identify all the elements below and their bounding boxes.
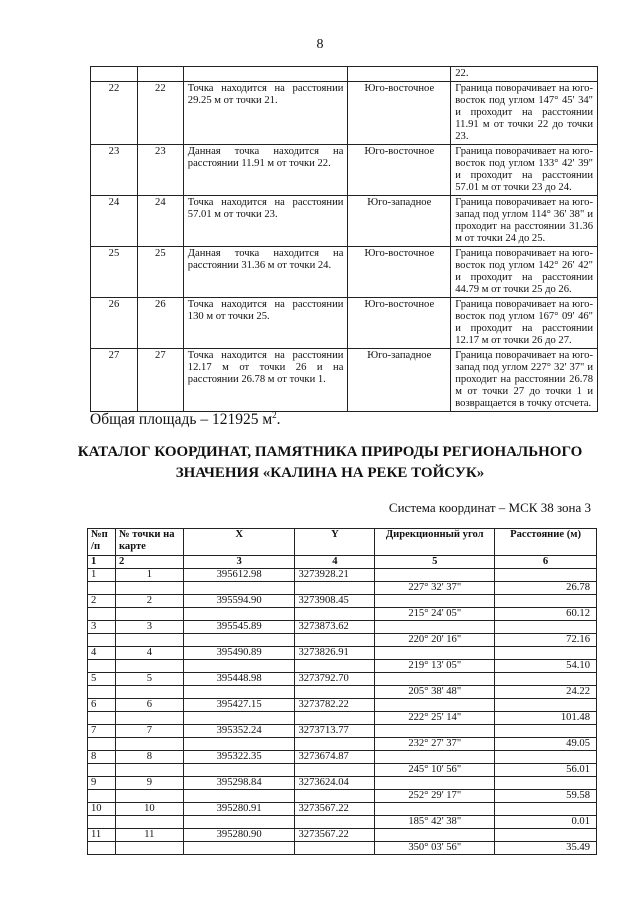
map-point: 24 xyxy=(137,196,183,247)
coord-y: 3273567.22 xyxy=(295,803,375,816)
direction: Юго-западное xyxy=(348,349,451,412)
map-point: 8 xyxy=(115,751,183,764)
point-row xyxy=(88,621,597,634)
empty-cell xyxy=(495,751,597,764)
column-number: 1 xyxy=(88,556,116,569)
point-index: 7 xyxy=(88,725,116,738)
point-description: Точка находится на расстоянии 29.25 м от точки 21. xyxy=(183,82,348,145)
coord-y: 3273624.04 xyxy=(295,777,375,790)
table-row xyxy=(91,298,598,349)
empty-cell xyxy=(115,712,183,725)
table-row xyxy=(91,349,598,412)
point-description: Точка находится на расстоянии 130 м от точки 25. xyxy=(183,298,348,349)
point-index: 8 xyxy=(88,751,116,764)
point-row xyxy=(88,699,597,712)
empty-cell xyxy=(375,829,495,842)
column-number: 6 xyxy=(495,556,597,569)
coord-x: 395594.90 xyxy=(183,595,295,608)
map-point: 6 xyxy=(115,699,183,712)
segment-row xyxy=(88,842,597,855)
empty-cell xyxy=(115,660,183,673)
map-point: 27 xyxy=(137,349,183,412)
empty-cell xyxy=(183,582,295,595)
segment-row xyxy=(88,712,597,725)
point-row xyxy=(88,569,597,582)
boundary-description: Граница поворачивает на юго-восток под углом 167° 09' 46" и проходит на расстоянии 12.17 м от точки 26 до 27. xyxy=(451,298,598,349)
coord-y: 3273928.21 xyxy=(295,569,375,582)
empty-cell xyxy=(375,751,495,764)
empty-cell xyxy=(183,764,295,777)
coord-x: 395298.84 xyxy=(183,777,295,790)
empty-cell xyxy=(183,634,295,647)
direction-angle: 245° 10' 56" xyxy=(375,764,495,777)
empty-cell xyxy=(375,803,495,816)
empty-cell xyxy=(375,595,495,608)
empty-cell xyxy=(88,816,116,829)
row-number: 25 xyxy=(91,247,138,298)
empty-cell xyxy=(495,829,597,842)
direction: Юго-восточное xyxy=(348,145,451,196)
direction-angle: 252° 29' 17" xyxy=(375,790,495,803)
point-description: Точка находится на расстоянии 12.17 м от точки 26 и на расстоянии 26.78 м от точки 1. xyxy=(183,349,348,412)
coord-x: 395352.24 xyxy=(183,725,295,738)
empty-cell xyxy=(88,582,116,595)
empty-cell xyxy=(495,569,597,582)
direction-angle: 232° 27' 37" xyxy=(375,738,495,751)
coord-x: 395280.91 xyxy=(183,803,295,816)
empty-cell xyxy=(495,777,597,790)
column-number: 5 xyxy=(375,556,495,569)
coord-y: 3273873.62 xyxy=(295,621,375,634)
empty-cell xyxy=(183,842,295,855)
coord-x: 395490.89 xyxy=(183,647,295,660)
empty-cell xyxy=(495,647,597,660)
row-number: 26 xyxy=(91,298,138,349)
empty-cell xyxy=(495,803,597,816)
header-x: X xyxy=(183,529,295,556)
empty-cell xyxy=(88,712,116,725)
coordinates-catalog-table xyxy=(87,528,597,855)
empty-cell xyxy=(88,842,116,855)
empty-cell xyxy=(295,764,375,777)
map-point: 3 xyxy=(115,621,183,634)
map-point: 5 xyxy=(115,673,183,686)
row-number: 24 xyxy=(91,196,138,247)
empty-cell xyxy=(183,608,295,621)
distance: 59.58 xyxy=(495,790,597,803)
empty-cell xyxy=(375,569,495,582)
coord-y: 3273792.70 xyxy=(295,673,375,686)
point-row xyxy=(88,647,597,660)
direction: Юго-восточное xyxy=(348,247,451,298)
boundary-description: Граница поворачивает на юго-восток под углом 133° 42' 39" и проходит на расстоянии 57.01 м от точки 23 до 24. xyxy=(451,145,598,196)
boundary-description: 22. xyxy=(451,67,598,82)
point-index: 1 xyxy=(88,569,116,582)
empty-cell xyxy=(375,621,495,634)
point-row xyxy=(88,777,597,790)
direction: Юго-западное xyxy=(348,196,451,247)
segment-row xyxy=(88,634,597,647)
direction-angle: 215° 24' 05" xyxy=(375,608,495,621)
empty-cell xyxy=(88,608,116,621)
direction-angle: 222° 25' 14" xyxy=(375,712,495,725)
point-index: 6 xyxy=(88,699,116,712)
distance: 24.22 xyxy=(495,686,597,699)
boundary-description: Граница поворачивает на юго-запад под углом 227° 32' 37" и проходит на расстоянии 26.78 м от точки 27 до точки 1 и возвращается в точку отсчета. xyxy=(451,349,598,412)
table-row xyxy=(91,196,598,247)
distance: 54.10 xyxy=(495,660,597,673)
direction-angle: 227° 32' 37" xyxy=(375,582,495,595)
map-point: 25 xyxy=(137,247,183,298)
distance: 60.12 xyxy=(495,608,597,621)
column-number: 4 xyxy=(295,556,375,569)
point-index: 2 xyxy=(88,595,116,608)
point-description xyxy=(183,67,348,82)
empty-cell xyxy=(375,673,495,686)
map-point: 22 xyxy=(137,82,183,145)
empty-cell xyxy=(115,790,183,803)
row-number: 23 xyxy=(91,145,138,196)
coord-x: 395427.15 xyxy=(183,699,295,712)
table-row xyxy=(91,145,598,196)
segment-row xyxy=(88,738,597,751)
header-index: №п /п xyxy=(88,529,116,556)
segment-row xyxy=(88,582,597,595)
direction xyxy=(348,67,451,82)
distance: 49.05 xyxy=(495,738,597,751)
empty-cell xyxy=(295,738,375,751)
segment-row xyxy=(88,686,597,699)
empty-cell xyxy=(183,686,295,699)
distance: 56.01 xyxy=(495,764,597,777)
header-distance: Расстояние (м) xyxy=(495,529,597,556)
empty-cell xyxy=(495,673,597,686)
map-point: 9 xyxy=(115,777,183,790)
row-number: 27 xyxy=(91,349,138,412)
coordinate-system: Система координат – МСК 38 зона 3 xyxy=(388,500,591,515)
empty-cell xyxy=(183,712,295,725)
coord-x: 395322.35 xyxy=(183,751,295,764)
table-row xyxy=(91,82,598,145)
empty-cell xyxy=(115,634,183,647)
point-description: Точка находится на расстоянии 57.01 м от точки 23. xyxy=(183,196,348,247)
point-index: 11 xyxy=(88,829,116,842)
point-row xyxy=(88,829,597,842)
empty-cell xyxy=(115,816,183,829)
column-number: 2 xyxy=(115,556,183,569)
coord-y: 3273826.91 xyxy=(295,647,375,660)
point-row xyxy=(88,673,597,686)
segment-row xyxy=(88,608,597,621)
empty-cell xyxy=(375,725,495,738)
header-map-point: № точки на карте xyxy=(115,529,183,556)
empty-cell xyxy=(295,660,375,673)
row-number xyxy=(91,67,138,82)
column-number: 3 xyxy=(183,556,295,569)
empty-cell xyxy=(183,660,295,673)
map-point: 4 xyxy=(115,647,183,660)
point-index: 3 xyxy=(88,621,116,634)
empty-cell xyxy=(295,790,375,803)
segment-row xyxy=(88,660,597,673)
empty-cell xyxy=(115,686,183,699)
empty-cell xyxy=(495,595,597,608)
empty-cell xyxy=(375,699,495,712)
coord-y: 3273713.77 xyxy=(295,725,375,738)
point-index: 9 xyxy=(88,777,116,790)
empty-cell xyxy=(88,634,116,647)
distance: 72.16 xyxy=(495,634,597,647)
direction-angle: 185° 42' 38" xyxy=(375,816,495,829)
coord-y: 3273567.22 xyxy=(295,829,375,842)
map-point: 23 xyxy=(137,145,183,196)
segment-row xyxy=(88,764,597,777)
empty-cell xyxy=(115,764,183,777)
empty-cell xyxy=(183,816,295,829)
direction: Юго-восточное xyxy=(348,82,451,145)
coord-y: 3273908.45 xyxy=(295,595,375,608)
header-y: Y xyxy=(295,529,375,556)
point-row xyxy=(88,751,597,764)
direction-angle: 350° 03' 56" xyxy=(375,842,495,855)
segment-row xyxy=(88,790,597,803)
header-row xyxy=(88,529,597,556)
boundary-description: Граница поворачивает на юго-восток под углом 147° 45' 34" и проходит на расстоянии 11.91 м от точки 22 до точки 23. xyxy=(451,82,598,145)
empty-cell xyxy=(295,816,375,829)
column-numbers-row xyxy=(88,556,597,569)
point-row xyxy=(88,803,597,816)
row-number: 22 xyxy=(91,82,138,145)
point-row xyxy=(88,595,597,608)
empty-cell xyxy=(495,725,597,738)
empty-cell xyxy=(183,738,295,751)
map-point: 1 xyxy=(115,569,183,582)
empty-cell xyxy=(295,608,375,621)
direction: Юго-восточное xyxy=(348,298,451,349)
distance: 26.78 xyxy=(495,582,597,595)
direction-angle: 205° 38' 48" xyxy=(375,686,495,699)
empty-cell xyxy=(495,699,597,712)
point-row xyxy=(88,725,597,738)
point-description: Данная точка находится на расстоянии 11.91 м от точки 22. xyxy=(183,145,348,196)
direction-angle: 220° 20' 16" xyxy=(375,634,495,647)
map-point: 7 xyxy=(115,725,183,738)
empty-cell xyxy=(88,738,116,751)
page-number: 8 xyxy=(316,37,324,52)
direction-angle: 219° 13' 05" xyxy=(375,660,495,673)
empty-cell xyxy=(295,634,375,647)
map-point: 11 xyxy=(115,829,183,842)
point-index: 10 xyxy=(88,803,116,816)
empty-cell xyxy=(295,842,375,855)
empty-cell xyxy=(115,582,183,595)
distance: 101.48 xyxy=(495,712,597,725)
empty-cell xyxy=(115,842,183,855)
empty-cell xyxy=(115,608,183,621)
distance: 0.01 xyxy=(495,816,597,829)
coord-x: 395448.98 xyxy=(183,673,295,686)
boundary-description: Граница поворачивает на юго-запад под углом 114° 36' 38" и проходит на расстоянии 31.36 м от точки 24 до 25. xyxy=(451,196,598,247)
empty-cell xyxy=(88,790,116,803)
catalog-title: КАТАЛОГ КООРДИНАТ, ПАМЯТНИКА ПРИРОДЫ РЕГИОНАЛЬНОГО ЗНАЧЕНИЯ «КАЛИНА НА РЕКЕ ТОЙСУК» xyxy=(77,444,583,481)
empty-cell xyxy=(88,764,116,777)
empty-cell xyxy=(183,790,295,803)
empty-cell xyxy=(88,686,116,699)
point-index: 5 xyxy=(88,673,116,686)
point-description: Данная точка находится на расстоянии 31.36 м от точки 24. xyxy=(183,247,348,298)
empty-cell xyxy=(295,582,375,595)
coord-y: 3273674.87 xyxy=(295,751,375,764)
distance: 35.49 xyxy=(495,842,597,855)
table-row xyxy=(91,247,598,298)
empty-cell xyxy=(295,686,375,699)
empty-cell xyxy=(375,777,495,790)
coord-x: 395612.98 xyxy=(183,569,295,582)
empty-cell xyxy=(375,647,495,660)
segment-row xyxy=(88,816,597,829)
empty-cell xyxy=(115,738,183,751)
empty-cell xyxy=(295,712,375,725)
map-point: 2 xyxy=(115,595,183,608)
table-row xyxy=(91,67,598,82)
coord-x: 395545.89 xyxy=(183,621,295,634)
coord-x: 395280.90 xyxy=(183,829,295,842)
map-point: 26 xyxy=(137,298,183,349)
total-area: Общая площадь – 121925 $м^2$. xyxy=(90,410,281,429)
coord-y: 3273782.22 xyxy=(295,699,375,712)
boundary-description: Граница поворачивает на юго-восток под углом 142° 26' 42" и проходит на расстоянии 44.79 м от точки 25 до 26. xyxy=(451,247,598,298)
header-angle: Дирекционный угол xyxy=(375,529,495,556)
map-point: 10 xyxy=(115,803,183,816)
boundary-description-table xyxy=(90,66,598,412)
empty-cell xyxy=(88,660,116,673)
map-point xyxy=(137,67,183,82)
point-index: 4 xyxy=(88,647,116,660)
empty-cell xyxy=(495,621,597,634)
